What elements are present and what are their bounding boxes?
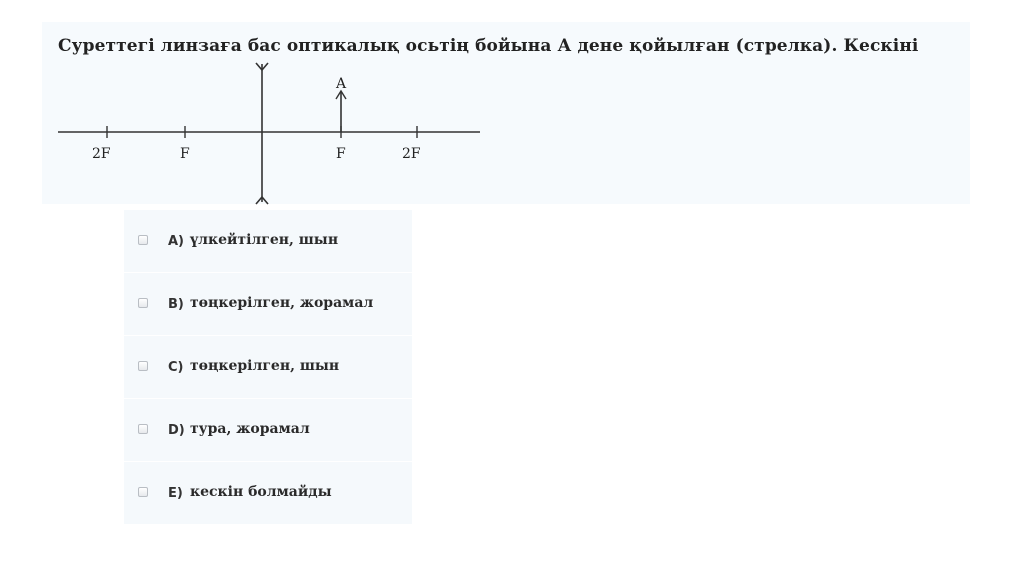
option-d-text: тура, жорамал (190, 421, 310, 437)
option-e-radio[interactable] (138, 487, 148, 497)
option-c-text: төңкерілген, шын (190, 358, 340, 374)
option-c[interactable] (124, 336, 412, 399)
option-b-letter: B) (168, 297, 184, 312)
option-d-radio[interactable] (138, 424, 148, 434)
option-b[interactable] (124, 273, 412, 336)
option-e[interactable] (124, 462, 412, 525)
question-text: Суреттегі линзаға бас оптикалық осьтің бойына А дене қойылған (стрелка). Кескіні (58, 36, 919, 56)
option-a-radio[interactable] (138, 235, 148, 245)
axis-label-2f-right: 2F (402, 146, 421, 162)
option-a-text: үлкейтілген, шын (190, 232, 339, 248)
option-a[interactable] (124, 210, 412, 273)
answer-options (124, 210, 412, 525)
option-b-radio[interactable] (138, 298, 148, 308)
option-d-letter: D) (168, 423, 185, 438)
lens-diagram (0, 0, 1024, 220)
axis-label-f-right: F (336, 146, 346, 162)
axis-label-2f-left: 2F (92, 146, 111, 162)
option-c-letter: C) (168, 360, 184, 375)
option-a-letter: A) (168, 234, 185, 249)
option-c-radio[interactable] (138, 361, 148, 371)
option-b-text: төңкерілген, жорамал (190, 295, 374, 311)
option-e-text: кескін болмайды (190, 484, 332, 500)
option-d[interactable] (124, 399, 412, 462)
option-e-letter: E) (168, 486, 183, 501)
object-label: A (336, 76, 347, 92)
axis-label-f-left: F (180, 146, 190, 162)
